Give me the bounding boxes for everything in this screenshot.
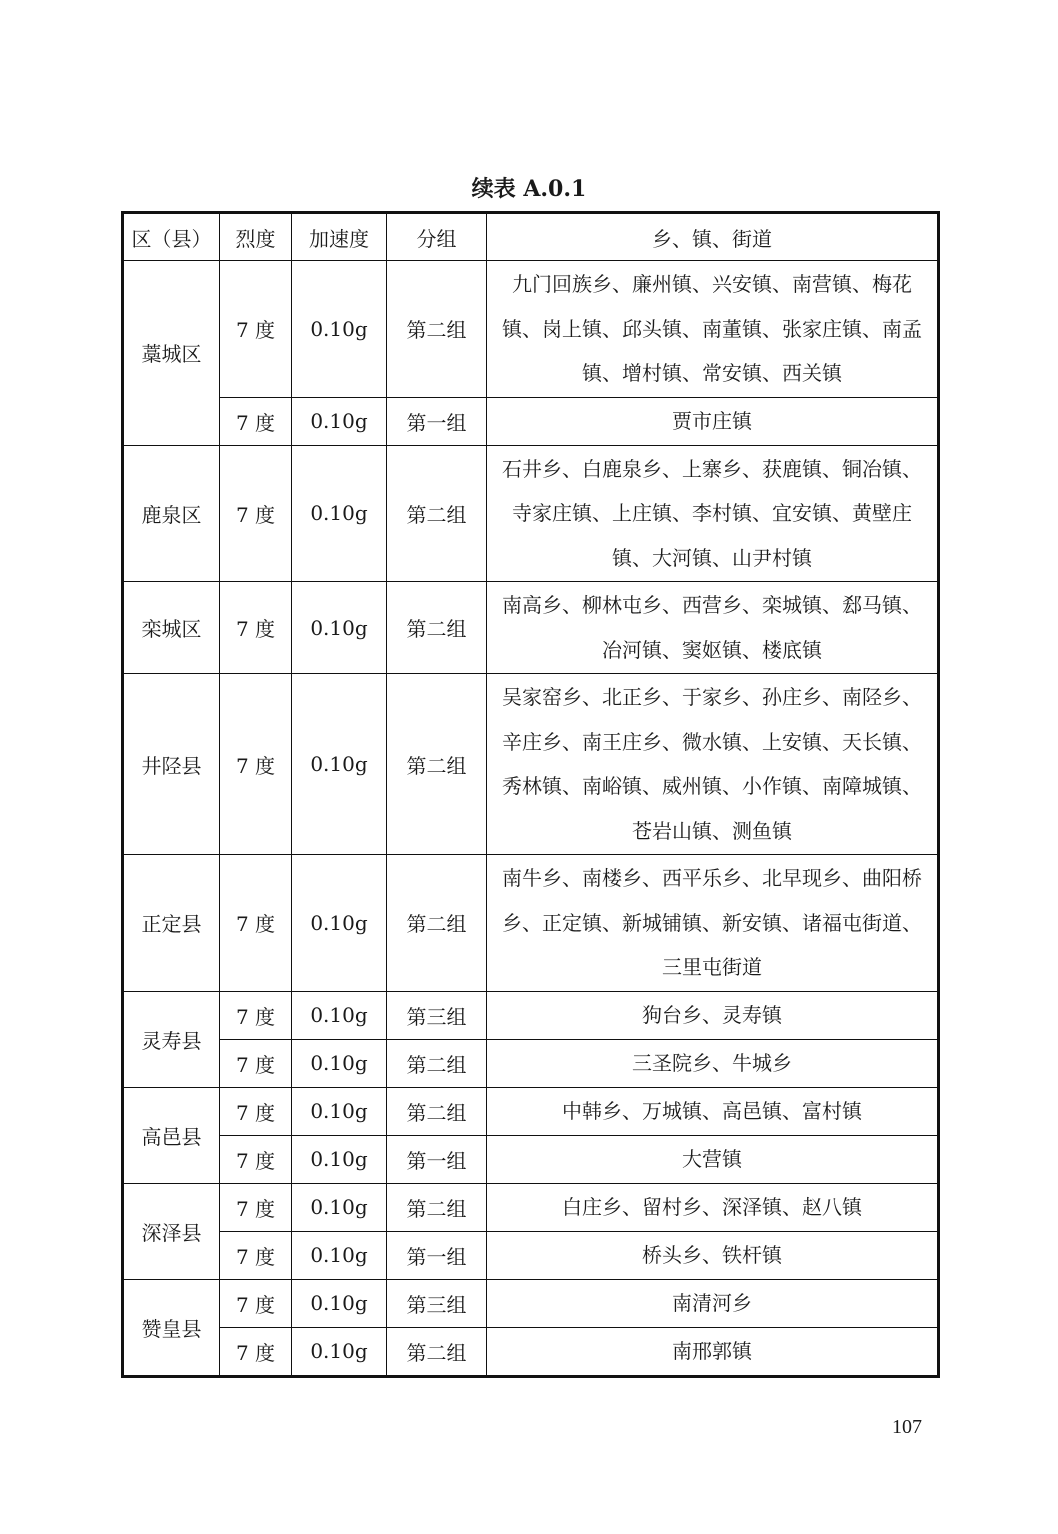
district-name: 栾城区 (123, 582, 220, 674)
intensity-cell: 7 度 (220, 1231, 292, 1279)
page-number: 107 (892, 1416, 922, 1438)
acceleration-cell: 0.10g (292, 397, 387, 445)
group-cell: 第一组 (387, 1231, 487, 1279)
acceleration-cell: 0.10g (292, 674, 387, 855)
district-name: 灵寿县 (123, 991, 220, 1087)
intensity-cell: 7 度 (220, 1039, 292, 1087)
acceleration-cell: 0.10g (292, 1039, 387, 1087)
group-cell: 第二组 (387, 674, 487, 855)
acceleration-cell: 0.10g (292, 1087, 387, 1135)
towns-cell: 狗台乡、灵寿镇 (487, 991, 939, 1039)
table-row (123, 261, 939, 398)
table-row (123, 1087, 939, 1135)
district-name: 赞皇县 (123, 1279, 220, 1376)
towns-cell: 三圣院乡、牛城乡 (487, 1039, 939, 1087)
table-row (123, 1183, 939, 1231)
acceleration-cell: 0.10g (292, 1183, 387, 1231)
header-group: 分组 (387, 213, 487, 261)
district-name: 高邑县 (123, 1087, 220, 1183)
intensity-cell: 7 度 (220, 855, 292, 992)
table-row (123, 855, 939, 992)
header-acceleration: 加速度 (292, 213, 387, 261)
intensity-cell: 7 度 (220, 582, 292, 674)
towns-cell: 九门回族乡、廉州镇、兴安镇、南营镇、梅花镇、岗上镇、邱头镇、南董镇、张家庄镇、南孟镇、增村镇、常安镇、西关镇 (487, 261, 939, 398)
group-cell: 第三组 (387, 1279, 487, 1327)
towns-cell: 南清河乡 (487, 1279, 939, 1327)
district-name: 井陉县 (123, 674, 220, 855)
table-row (123, 1039, 939, 1087)
intensity-cell: 7 度 (220, 1087, 292, 1135)
towns-cell: 南高乡、柳林屯乡、西营乡、栾城镇、郄马镇、冶河镇、窦妪镇、楼底镇 (487, 582, 939, 674)
towns-cell: 石井乡、白鹿泉乡、上寨乡、获鹿镇、铜冶镇、寺家庄镇、上庄镇、李村镇、宜安镇、黄壁庄镇、大河镇、山尹村镇 (487, 445, 939, 582)
table-row (123, 991, 939, 1039)
table-row (123, 1279, 939, 1327)
group-cell: 第二组 (387, 445, 487, 582)
group-cell: 第一组 (387, 1135, 487, 1183)
intensity-cell: 7 度 (220, 1135, 292, 1183)
acceleration-cell: 0.10g (292, 261, 387, 398)
district-name: 藁城区 (123, 261, 220, 446)
towns-cell: 南牛乡、南楼乡、西平乐乡、北早现乡、曲阳桥乡、正定镇、新城铺镇、新安镇、诸福屯街道、三里屯街道 (487, 855, 939, 992)
acceleration-cell: 0.10g (292, 1279, 387, 1327)
group-cell: 第二组 (387, 1183, 487, 1231)
header-row (123, 213, 939, 261)
intensity-cell: 7 度 (220, 397, 292, 445)
towns-cell: 南邢郭镇 (487, 1327, 939, 1376)
table-row (123, 674, 939, 855)
acceleration-cell: 0.10g (292, 855, 387, 992)
group-cell: 第一组 (387, 397, 487, 445)
table-row (123, 1327, 939, 1376)
intensity-cell: 7 度 (220, 1327, 292, 1376)
towns-cell: 贾市庄镇 (487, 397, 939, 445)
acceleration-cell: 0.10g (292, 991, 387, 1039)
table-row (123, 1135, 939, 1183)
acceleration-cell: 0.10g (292, 1327, 387, 1376)
towns-cell: 大营镇 (487, 1135, 939, 1183)
intensity-cell: 7 度 (220, 261, 292, 398)
table-row (123, 445, 939, 582)
intensity-cell: 7 度 (220, 991, 292, 1039)
group-cell: 第三组 (387, 991, 487, 1039)
group-cell: 第二组 (387, 1087, 487, 1135)
header-towns: 乡、镇、街道 (487, 213, 939, 261)
table-row (123, 1231, 939, 1279)
intensity-cell: 7 度 (220, 674, 292, 855)
group-cell: 第二组 (387, 582, 487, 674)
district-name: 鹿泉区 (123, 445, 220, 582)
district-name: 深泽县 (123, 1183, 220, 1279)
header-intensity: 烈度 (220, 213, 292, 261)
towns-cell: 桥头乡、铁杆镇 (487, 1231, 939, 1279)
towns-cell: 中韩乡、万城镇、高邑镇、富村镇 (487, 1087, 939, 1135)
seismic-zoning-table (121, 211, 940, 1378)
towns-cell: 吴家窑乡、北正乡、于家乡、孙庄乡、南陉乡、辛庄乡、南王庄乡、微水镇、上安镇、天长镇、秀林镇、南峪镇、威州镇、小作镇、南障城镇、苍岩山镇、测鱼镇 (487, 674, 939, 855)
group-cell: 第二组 (387, 1039, 487, 1087)
group-cell: 第二组 (387, 1327, 487, 1376)
table-row (123, 397, 939, 445)
towns-cell: 白庄乡、留村乡、深泽镇、赵八镇 (487, 1183, 939, 1231)
intensity-cell: 7 度 (220, 1279, 292, 1327)
header-district: 区（县） (123, 213, 220, 261)
acceleration-cell: 0.10g (292, 1231, 387, 1279)
group-cell: 第二组 (387, 855, 487, 992)
acceleration-cell: 0.10g (292, 1135, 387, 1183)
table-title: 续表 A.0.1 (471, 176, 587, 202)
intensity-cell: 7 度 (220, 1183, 292, 1231)
acceleration-cell: 0.10g (292, 445, 387, 582)
acceleration-cell: 0.10g (292, 582, 387, 674)
district-name: 正定县 (123, 855, 220, 992)
table-row (123, 582, 939, 674)
group-cell: 第二组 (387, 261, 487, 398)
intensity-cell: 7 度 (220, 445, 292, 582)
